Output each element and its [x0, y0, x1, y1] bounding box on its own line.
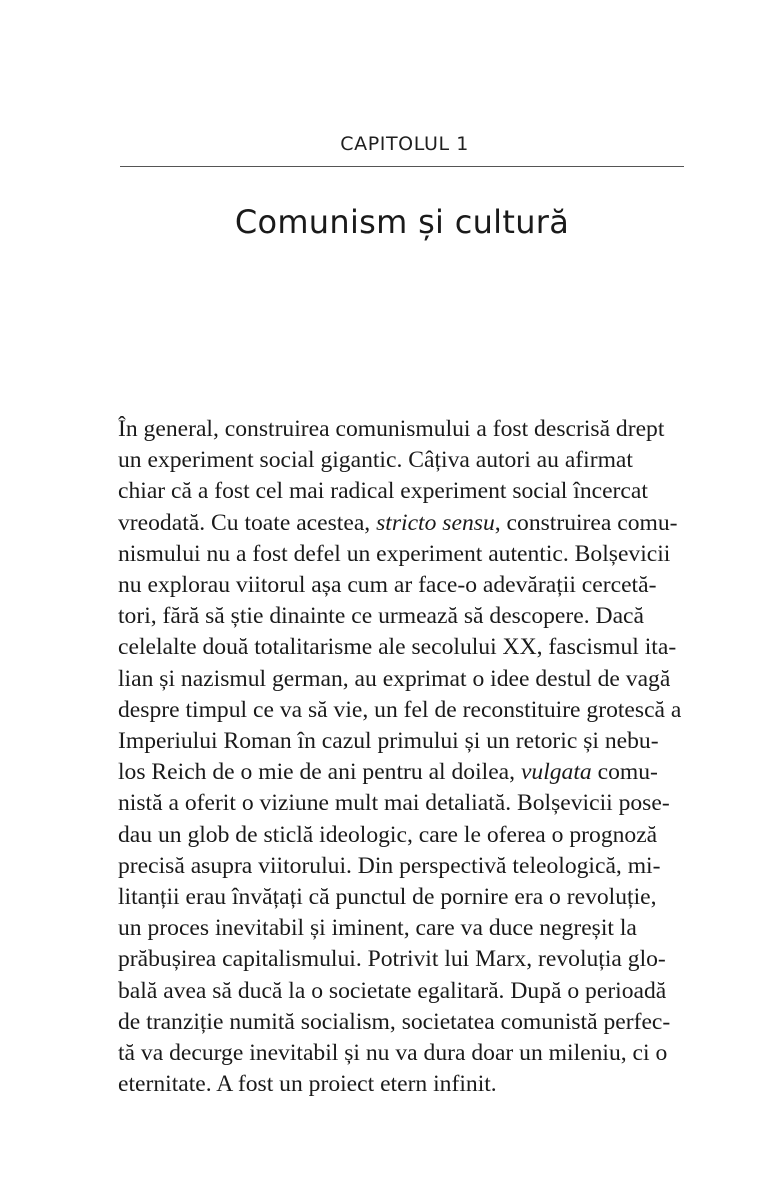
paragraph-line: precisă asupra viitorului. Din perspectivă teleologică, mi-	[118, 852, 661, 879]
paragraph-line: Imperiului Roman în cazul primului și un retoric și nebu-	[118, 728, 659, 755]
paragraph-line: tă va decurge inevitabil și nu va dura doar un mileniu, ci o	[118, 1040, 668, 1067]
paragraph-line: litanții erau învățați că punctul de pornire era o revoluție,	[118, 884, 657, 911]
paragraph-line: În general, construirea comunismului a fost descrisă drept	[118, 416, 665, 442]
paragraph-line: dau un glob de sticlă ideologic, care le oferea o prognoză	[118, 821, 658, 848]
paragraph-line: bală avea să ducă la o societate egalitară. După o perioadă	[118, 977, 667, 1004]
paragraph-line: despre timpul ce va să vie, un fel de reconstituire grotescă a	[118, 696, 682, 723]
paragraph-line: vreodată. Cu toate acestea, stricto sensu, construirea comu-	[118, 509, 678, 536]
paragraph-line: nismului nu a fost defel un experiment autentic. Bolșevicii	[118, 540, 671, 567]
paragraph-line: de tranziție numită socialism, societatea comunistă perfec-	[118, 1008, 671, 1035]
chapter-title: Comunism și cultură	[234, 203, 570, 241]
paragraph-line: eternitate. A fost un proiect etern infinit.	[118, 1071, 497, 1098]
paragraph-line: celelalte două totalitarisme ale secolului XX, fascismul ita-	[118, 634, 677, 661]
paragraph-line: prăbușirea capitalismului. Potrivit lui Marx, revoluția glo-	[118, 946, 666, 973]
italic-term: vulgata	[520, 759, 592, 786]
paragraph-line: chiar că a fost cel mai radical experiment social încercat	[118, 478, 648, 505]
paragraph-line: nu explorau viitorul așa cum ar face-o adevărații cercetă-	[118, 572, 657, 599]
paragraph-line: los Reich de o mie de ani pentru al doilea, vulgata comu-	[118, 759, 658, 786]
chapter-label: CAPITOLUL 1	[340, 133, 469, 155]
chapter-divider	[120, 166, 684, 167]
paragraph-line: nistă a oferit o viziune mult mai detaliată. Bolșevicii pose-	[118, 790, 670, 817]
paragraph-line: tori, fără să știe dinainte ce urmează să descopere. Dacă	[118, 603, 644, 630]
paragraph-line: un experiment social gigantic. Câțiva autori au afirmat	[118, 447, 633, 474]
body-paragraph	[118, 414, 685, 1100]
paragraph-line: un proces inevitabil și iminent, care va duce negreșit la	[118, 915, 637, 942]
italic-term: stricto sensu	[376, 509, 495, 536]
paragraph-line: lian și nazismul german, au exprimat o idee destul de vagă	[118, 665, 671, 692]
